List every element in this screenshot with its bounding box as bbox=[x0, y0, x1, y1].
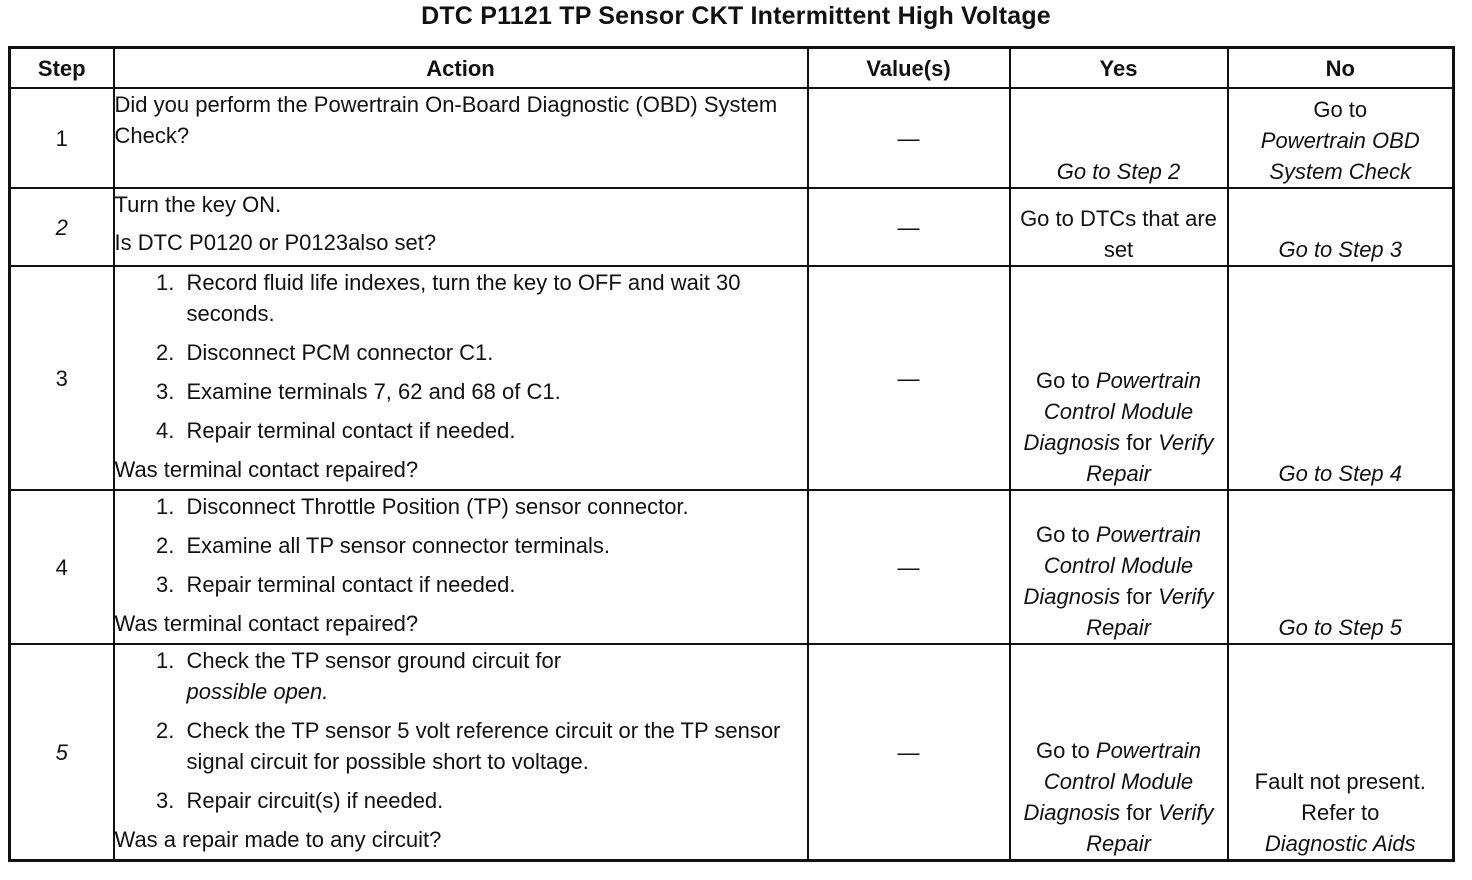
yes-for-text: for bbox=[1126, 584, 1152, 609]
action-item bbox=[181, 645, 807, 707]
table-header-row bbox=[10, 48, 1454, 89]
table-row bbox=[10, 644, 1454, 861]
action-item-text: Check the TP sensor ground circuit for bbox=[186, 648, 562, 673]
action-question: Was a repair made to any circuit? bbox=[114, 827, 442, 852]
no-cell bbox=[1228, 88, 1454, 188]
yes-cell bbox=[1010, 644, 1228, 861]
action-question: Was terminal contact repaired? bbox=[114, 457, 419, 482]
yes-section-text: Verify Repair bbox=[1086, 430, 1214, 486]
page-title: DTC P1121 TP Sensor CKT Intermittent High Voltage bbox=[421, 2, 1051, 30]
yes-section-text: Verify Repair bbox=[1086, 584, 1214, 640]
action-list bbox=[115, 267, 807, 446]
no-cell: Go to Step 3 bbox=[1228, 188, 1454, 266]
no-goto-text: Fault not present. Refer to bbox=[1254, 769, 1426, 825]
yes-target-text: Powertrain Control Module Diagnosis bbox=[1023, 368, 1202, 455]
action-line: Turn the key ON. bbox=[114, 192, 282, 217]
yes-cell: Go to Step 2 bbox=[1010, 88, 1228, 188]
no-cell bbox=[1228, 644, 1454, 861]
yes-cell bbox=[1010, 266, 1228, 490]
action-item: 1. Record fluid life indexes, turn the key to OFF and wait 30 seconds. bbox=[181, 267, 807, 329]
action-item: 2. Examine all TP sensor connector terminals. bbox=[181, 530, 807, 561]
header-action: Action bbox=[114, 48, 808, 89]
step-number: 3 bbox=[10, 266, 114, 490]
no-cell: Go to Step 4 bbox=[1228, 266, 1454, 490]
yes-goto-text: Go to bbox=[1035, 738, 1090, 763]
action-question: Was terminal contact repaired? bbox=[114, 611, 419, 636]
step-number: 1 bbox=[10, 88, 114, 188]
header-yes: Yes bbox=[1010, 48, 1228, 89]
action-item: 3. Examine terminals 7, 62 and 68 of C1. bbox=[181, 376, 807, 407]
diagnostic-table bbox=[8, 46, 1455, 862]
value-cell: — bbox=[808, 266, 1010, 490]
action-cell bbox=[114, 644, 808, 861]
no-goto-text: Go to bbox=[1313, 97, 1368, 122]
no-cell: Go to Step 5 bbox=[1228, 490, 1454, 644]
yes-goto-text: Go to bbox=[1035, 368, 1090, 393]
action-question: Is DTC P0120 or P0123also set? bbox=[114, 230, 437, 255]
table-row bbox=[10, 188, 1454, 266]
table-row bbox=[10, 266, 1454, 490]
action-cell bbox=[114, 490, 808, 644]
value-cell: — bbox=[808, 644, 1010, 861]
action-item: 3. Repair circuit(s) if needed. bbox=[181, 785, 807, 816]
action-item: 2. Check the TP sensor 5 volt reference circuit or the TP sensor signal circuit for possible short to voltage. bbox=[181, 715, 807, 777]
value-cell: — bbox=[808, 490, 1010, 644]
action-item: 2. Disconnect PCM connector C1. bbox=[181, 337, 807, 368]
action-cell bbox=[114, 266, 808, 490]
action-list bbox=[115, 645, 807, 816]
step-number: 5 bbox=[10, 644, 114, 861]
yes-section-text: Verify Repair bbox=[1086, 800, 1214, 856]
table-row bbox=[10, 490, 1454, 644]
no-target-text: Diagnostic Aids bbox=[1264, 831, 1416, 856]
yes-cell bbox=[1010, 490, 1228, 644]
yes-target-text: Powertrain Control Module Diagnosis bbox=[1023, 738, 1202, 825]
action-list bbox=[115, 491, 807, 600]
header-step: Step bbox=[10, 48, 114, 89]
yes-for-text: for bbox=[1126, 430, 1152, 455]
action-item: 4. Repair terminal contact if needed. bbox=[181, 415, 807, 446]
action-item-italic: possible open. bbox=[186, 679, 329, 704]
header-no: No bbox=[1228, 48, 1454, 89]
header-values: Value(s) bbox=[808, 48, 1010, 89]
action-item: 3. Repair terminal contact if needed. bbox=[181, 569, 807, 600]
table-row bbox=[10, 88, 1454, 188]
yes-target-text: Powertrain Control Module Diagnosis bbox=[1023, 522, 1202, 609]
action-text: Did you perform the Powertrain On-Board Diagnostic (OBD) System Check? bbox=[114, 92, 778, 148]
yes-cell: Go to DTCs that are set bbox=[1010, 188, 1228, 266]
yes-for-text: for bbox=[1126, 800, 1152, 825]
yes-goto-text: Go to bbox=[1035, 522, 1090, 547]
step-number: 4 bbox=[10, 490, 114, 644]
action-cell bbox=[114, 188, 808, 266]
value-cell: — bbox=[808, 188, 1010, 266]
action-item: 1. Disconnect Throttle Position (TP) sensor connector. bbox=[181, 491, 807, 522]
no-target-text: Powertrain OBD System Check bbox=[1260, 128, 1420, 184]
action-cell bbox=[114, 88, 808, 188]
step-number: 2 bbox=[10, 188, 114, 266]
value-cell: — bbox=[808, 88, 1010, 188]
